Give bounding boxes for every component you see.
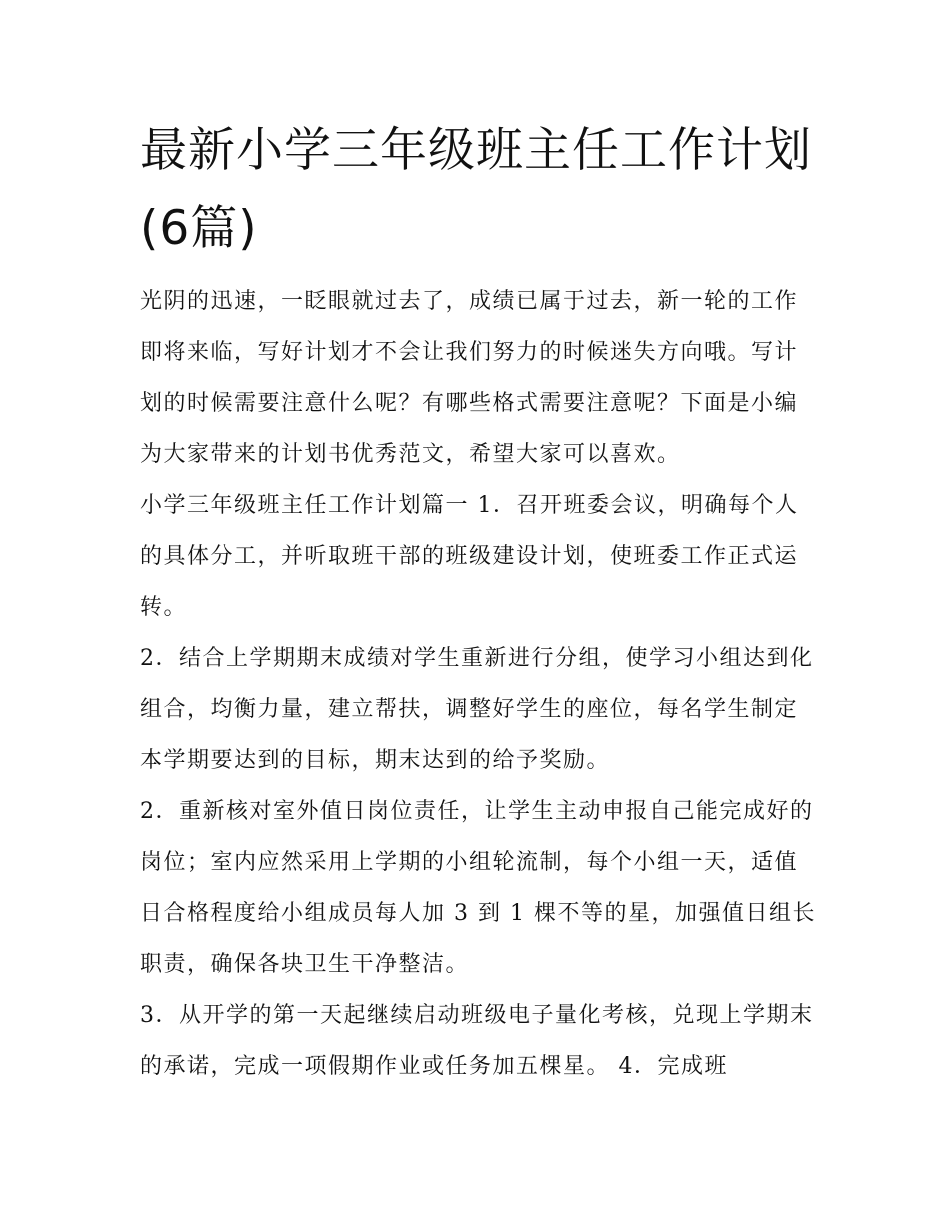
paragraph-item-3: 3．从开学的第一天起继续启动班级电子量化考核，兑现上学期末的承诺，完成一项假期作业或任务加五棵星。 4．完成班	[140, 1003, 814, 1079]
document-title: 最新小学三年级班主任工作计划(6篇)	[140, 123, 812, 256]
paragraph-intro: 光阴的迅速，一眨眼就过去了，成绩已属于过去，新一轮的工作即将来临，写好计划才不会让我们努力的时候迷失方向哦。写计划的时候需要注意什么呢？有哪些格式需要注意呢？下面是小编为大家带来的计划书优秀范文，希望大家可以喜欢。	[140, 289, 799, 467]
document-page	[140, 112, 820, 1092]
paragraph-item-1: 小学三年级班主任工作计划篇一 1．召开班委会议，明确每个人的具体分工，并听取班干部的班级建设计划，使班委工作正式运转。	[140, 493, 799, 620]
paragraph-item-2b: 2．重新核对室外值日岗位责任，让学生主动申报自己能完成好的岗位；室内应然采用上学期的小组轮流制，每个小组一天，适值日合格程度给小组成员每人加 3 到 1 棵不等的星，加强值日组长职责，确保各块卫生干净整洁。	[140, 799, 816, 977]
paragraph-item-2: 2．结合上学期期末成绩对学生重新进行分组，使学习小组达到化组合，均衡力量，建立帮扶，调整好学生的座位，每名学生制定本学期要达到的目标，期末达到的给予奖励。	[140, 646, 814, 773]
